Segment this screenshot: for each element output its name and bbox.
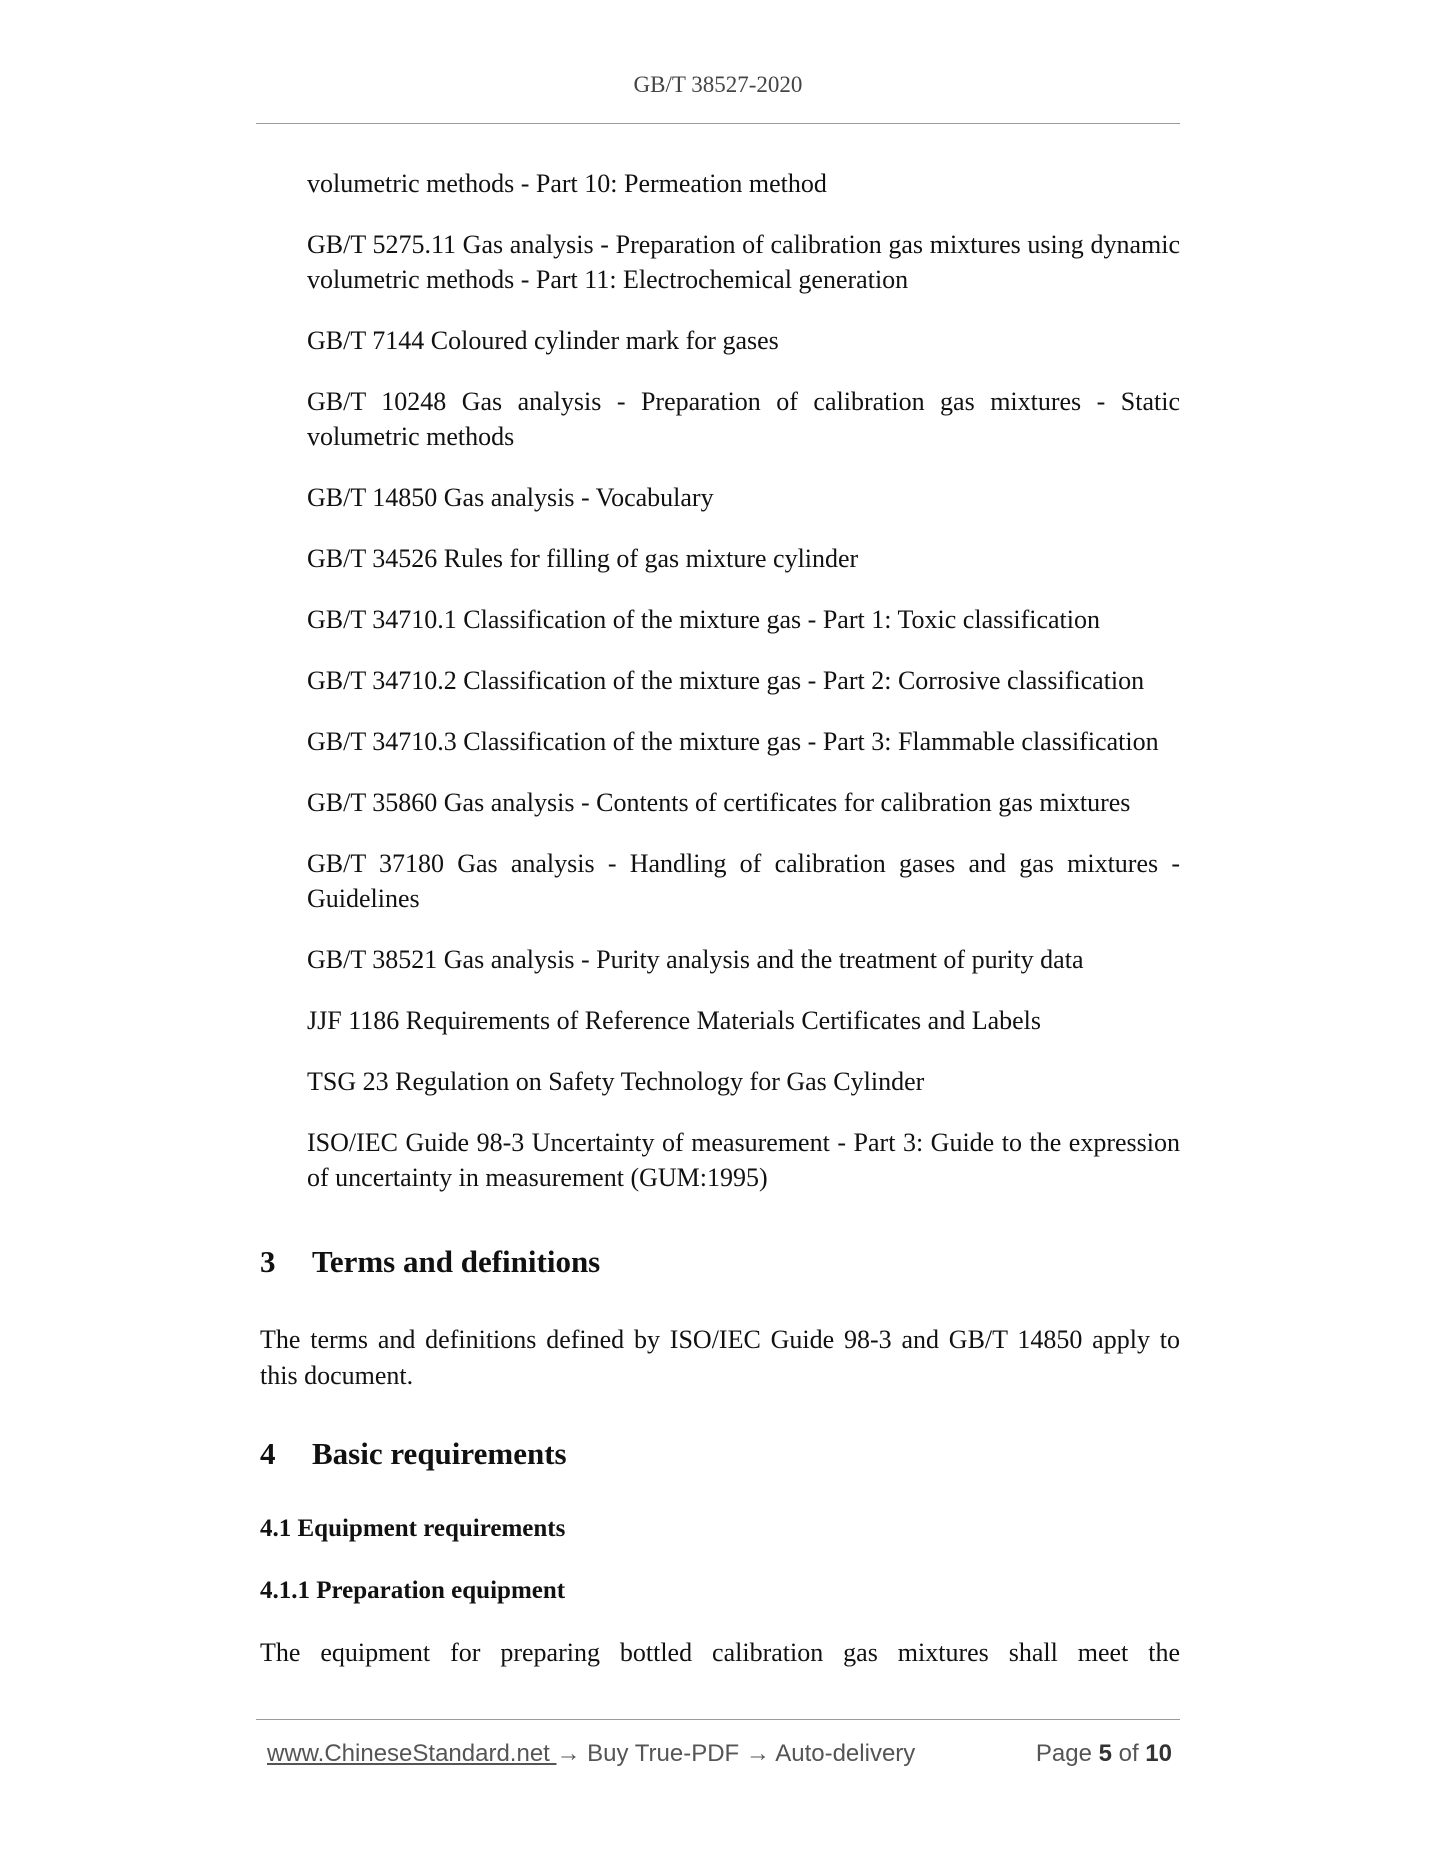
arrow-right-icon: → xyxy=(556,1740,581,1767)
reference-item: GB/T 10248 Gas analysis - Preparation of calibration gas mixtures - Static volumetric methods xyxy=(307,387,1180,451)
reference-item: GB/T 38521 Gas analysis - Purity analysis and the treatment of purity data xyxy=(307,945,1084,974)
section-number: 3 xyxy=(260,1244,276,1279)
section-title: Basic requirements xyxy=(312,1436,567,1471)
reference-item: GB/T 34710.1 Classification of the mixture gas - Part 1: Toxic classification xyxy=(307,605,1100,634)
page-total: 10 xyxy=(1145,1740,1172,1767)
page-indicator xyxy=(1036,1740,1172,1768)
reference-item: GB/T 5275.11 Gas analysis - Preparation of calibration gas mixtures using dynamic volumetric methods - Part 11: Electrochemical generation xyxy=(307,230,1180,294)
page-number: 5 xyxy=(1098,1740,1112,1767)
section-4-heading xyxy=(260,1436,1180,1472)
normative-references-list xyxy=(307,166,1180,1221)
reference-item: GB/T 37180 Gas analysis - Handling of calibration gases and gas mixtures - Guidelines xyxy=(307,849,1180,913)
paragraph-text: The equipment for preparing bottled calibration gas mixtures shall meet the xyxy=(260,1638,1180,1667)
section-3-heading xyxy=(260,1244,1180,1280)
document-header: GB/T 38527-2020 xyxy=(633,72,803,97)
reference-item: volumetric methods - Part 10: Permeation method xyxy=(307,169,827,198)
reference-item: GB/T 34710.3 Classification of the mixture gas - Part 3: Flammable classification xyxy=(307,727,1159,756)
section-3-paragraph xyxy=(260,1322,1180,1394)
reference-item: GB/T 14850 Gas analysis - Vocabulary xyxy=(307,483,714,512)
subsection-4-1-heading xyxy=(260,1513,1180,1545)
reference-item: GB/T 7144 Coloured cylinder mark for gases xyxy=(307,326,779,355)
buy-text: Buy True-PDF xyxy=(580,1740,746,1767)
of-label: of xyxy=(1111,1740,1146,1767)
subsection-title: 4.1 Equipment requirements xyxy=(260,1515,566,1542)
page-label: Page xyxy=(1035,1740,1099,1767)
reference-item: GB/T 34710.2 Classification of the mixture gas - Part 2: Corrosive classification xyxy=(307,666,1145,695)
site-link[interactable]: www.ChineseStandard.net xyxy=(267,1740,557,1767)
arrow-right-icon: → xyxy=(745,1740,770,1767)
section-title: Terms and definitions xyxy=(312,1244,601,1279)
page-footer xyxy=(267,1740,1172,1768)
reference-item: GB/T 35860 Gas analysis - Contents of certificates for calibration gas mixtures xyxy=(307,788,1131,817)
section-4-paragraph xyxy=(260,1635,1180,1671)
reference-item: TSG 23 Regulation on Safety Technology for Gas Cylinder xyxy=(307,1067,925,1096)
delivery-text: Auto-delivery xyxy=(769,1740,916,1767)
header-divider xyxy=(256,123,1180,124)
reference-item: GB/T 34526 Rules for filling of gas mixture cylinder xyxy=(307,544,859,573)
subsection-title: 4.1.1 Preparation equipment xyxy=(260,1577,566,1604)
footer-divider xyxy=(256,1719,1180,1720)
section-number: 4 xyxy=(260,1436,276,1471)
paragraph-text: The terms and definitions defined by ISO/IEC Guide 98-3 and GB/T 14850 apply to this document. xyxy=(260,1325,1180,1390)
reference-item: ISO/IEC Guide 98-3 Uncertainty of measurement - Part 3: Guide to the expression of uncertainty in measurement (GUM:1995) xyxy=(307,1128,1180,1192)
subsection-4-1-1-heading xyxy=(260,1575,1180,1607)
reference-item: JJF 1186 Requirements of Reference Materials Certificates and Labels xyxy=(307,1006,1042,1035)
